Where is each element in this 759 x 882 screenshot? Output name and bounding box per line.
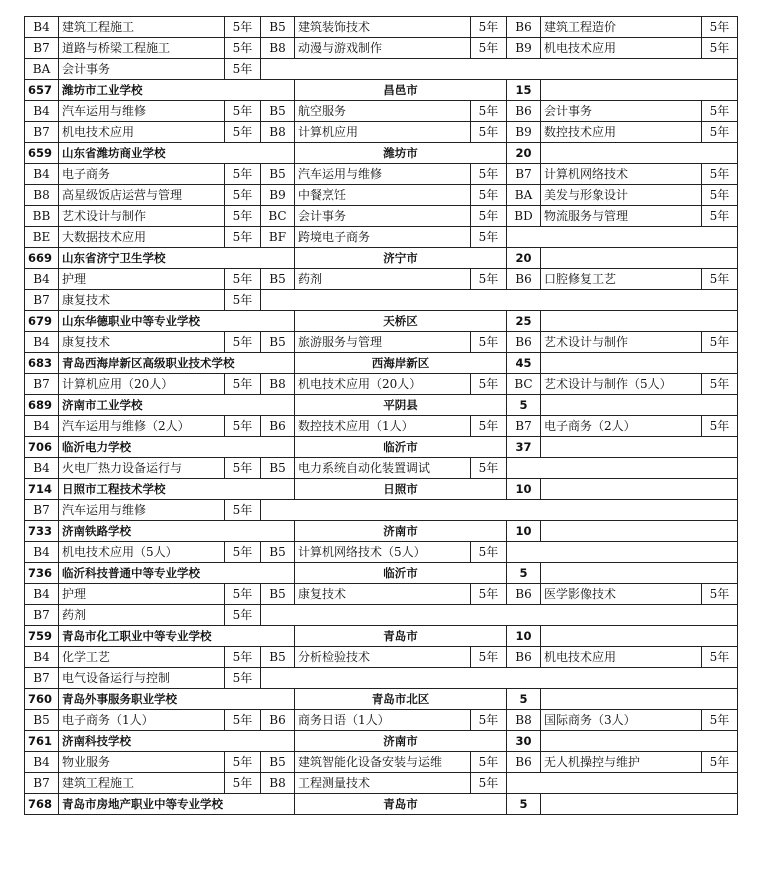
major-years: 5年 <box>471 17 507 38</box>
school-name: 青岛外事服务职业学校 <box>59 689 295 710</box>
school-id: 714 <box>25 479 59 500</box>
major-years: 5年 <box>702 185 738 206</box>
school-row <box>25 311 738 332</box>
major-name: 大数据技术应用 <box>59 227 225 248</box>
major-name: 电气设备运行与控制 <box>59 668 225 689</box>
major-name: 电子商务（1人） <box>59 710 225 731</box>
major-name: 数控技术应用 <box>541 122 702 143</box>
major-years: 5年 <box>702 752 738 773</box>
majors-row <box>25 290 738 311</box>
school-quota: 25 <box>507 311 541 332</box>
major-years: 5年 <box>471 332 507 353</box>
major-name: 机电技术应用 <box>541 647 702 668</box>
blank-cell <box>541 143 738 164</box>
majors-row <box>25 605 738 626</box>
major-name: 物流服务与管理 <box>541 206 702 227</box>
major-name: 电力系统自动化装置调试 <box>295 458 471 479</box>
major-name: 机电技术应用 <box>541 38 702 59</box>
majors-row <box>25 185 738 206</box>
school-row <box>25 395 738 416</box>
major-years: 5年 <box>702 206 738 227</box>
major-name: 计算机应用（20人） <box>59 374 225 395</box>
majors-row <box>25 164 738 185</box>
major-code: B6 <box>261 416 295 437</box>
school-id: 733 <box>25 521 59 542</box>
enrollment-table <box>24 16 738 815</box>
major-years: 5年 <box>225 458 261 479</box>
major-years: 5年 <box>225 122 261 143</box>
school-name: 山东华德职业中等专业学校 <box>59 311 295 332</box>
majors-row <box>25 38 738 59</box>
major-name: 电子商务（2人） <box>541 416 702 437</box>
school-row <box>25 437 738 458</box>
major-code: B7 <box>25 374 59 395</box>
school-quota: 30 <box>507 731 541 752</box>
school-quota: 20 <box>507 143 541 164</box>
major-years: 5年 <box>471 38 507 59</box>
blank-cell <box>541 689 738 710</box>
major-code: B6 <box>507 647 541 668</box>
major-code: B7 <box>25 38 59 59</box>
major-years: 5年 <box>225 101 261 122</box>
major-code: B5 <box>25 710 59 731</box>
major-name: 汽车运用与维修（2人） <box>59 416 225 437</box>
major-name: 汽车运用与维修 <box>59 500 225 521</box>
major-years: 5年 <box>225 332 261 353</box>
major-years: 5年 <box>471 164 507 185</box>
school-id: 768 <box>25 794 59 815</box>
school-quota: 10 <box>507 626 541 647</box>
majors-row <box>25 710 738 731</box>
school-city: 青岛市 <box>295 626 507 647</box>
school-row <box>25 731 738 752</box>
major-years: 5年 <box>471 710 507 731</box>
major-name: 建筑装饰技术 <box>295 17 471 38</box>
school-quota: 5 <box>507 395 541 416</box>
blank-cell <box>507 773 738 794</box>
school-city: 昌邑市 <box>295 80 507 101</box>
major-name: 电子商务 <box>59 164 225 185</box>
major-code: B6 <box>507 584 541 605</box>
major-years: 5年 <box>702 17 738 38</box>
major-name: 工程测量技术 <box>295 773 471 794</box>
major-code: B6 <box>507 269 541 290</box>
major-name: 建筑智能化设备安装与运维 <box>295 752 471 773</box>
major-code: BE <box>25 227 59 248</box>
blank-cell <box>541 794 738 815</box>
major-name: 口腔修复工艺 <box>541 269 702 290</box>
major-code: B8 <box>261 122 295 143</box>
major-code: B4 <box>25 416 59 437</box>
major-name: 建筑工程施工 <box>59 17 225 38</box>
major-name: 康复技术 <box>295 584 471 605</box>
blank-cell <box>541 563 738 584</box>
major-code: B5 <box>261 164 295 185</box>
major-years: 5年 <box>702 332 738 353</box>
school-id: 657 <box>25 80 59 101</box>
major-name: 汽车运用与维修 <box>59 101 225 122</box>
major-years: 5年 <box>225 227 261 248</box>
school-row <box>25 479 738 500</box>
major-years: 5年 <box>225 185 261 206</box>
major-years: 5年 <box>225 542 261 563</box>
school-name: 潍坊市工业学校 <box>59 80 295 101</box>
school-row <box>25 794 738 815</box>
major-name: 建筑工程造价 <box>541 17 702 38</box>
blank-cell <box>541 80 738 101</box>
major-code: B4 <box>25 269 59 290</box>
major-code: BA <box>25 59 59 80</box>
majors-row <box>25 500 738 521</box>
school-row <box>25 80 738 101</box>
major-code: B7 <box>507 416 541 437</box>
major-name: 美发与形象设计 <box>541 185 702 206</box>
major-code: B9 <box>261 185 295 206</box>
major-name: 分析检验技术 <box>295 647 471 668</box>
major-code: B4 <box>25 584 59 605</box>
major-years: 5年 <box>702 269 738 290</box>
major-name: 跨境电子商务 <box>295 227 471 248</box>
major-name: 护理 <box>59 584 225 605</box>
major-years: 5年 <box>471 101 507 122</box>
blank-cell <box>541 731 738 752</box>
major-code: B8 <box>261 38 295 59</box>
major-name: 会计事务 <box>295 206 471 227</box>
school-quota: 37 <box>507 437 541 458</box>
major-code: B5 <box>261 752 295 773</box>
majors-row <box>25 458 738 479</box>
school-name: 济南铁路学校 <box>59 521 295 542</box>
school-name: 青岛市房地产职业中等专业学校 <box>59 794 295 815</box>
major-name: 药剂 <box>59 605 225 626</box>
school-name: 青岛西海岸新区高级职业技术学校 <box>59 353 295 374</box>
majors-row <box>25 416 738 437</box>
major-years: 5年 <box>471 185 507 206</box>
major-name: 国际商务（3人） <box>541 710 702 731</box>
school-name: 济南科技学校 <box>59 731 295 752</box>
major-years: 5年 <box>225 269 261 290</box>
major-code: B5 <box>261 542 295 563</box>
school-row <box>25 248 738 269</box>
major-years: 5年 <box>702 416 738 437</box>
major-years: 5年 <box>225 710 261 731</box>
blank-cell <box>541 479 738 500</box>
school-row <box>25 563 738 584</box>
major-years: 5年 <box>471 647 507 668</box>
blank-cell <box>261 668 738 689</box>
major-name: 康复技术 <box>59 332 225 353</box>
major-years: 5年 <box>702 38 738 59</box>
major-years: 5年 <box>471 458 507 479</box>
major-name: 火电厂热力设备运行与 <box>59 458 225 479</box>
major-code: B9 <box>507 122 541 143</box>
major-code: B8 <box>507 710 541 731</box>
major-code: B7 <box>25 500 59 521</box>
blank-cell <box>541 521 738 542</box>
majors-row <box>25 752 738 773</box>
major-name: 无人机操控与维护 <box>541 752 702 773</box>
major-code: B4 <box>25 164 59 185</box>
major-code: B6 <box>507 752 541 773</box>
blank-cell <box>541 311 738 332</box>
school-city: 平阴县 <box>295 395 507 416</box>
major-name: 护理 <box>59 269 225 290</box>
major-years: 5年 <box>225 59 261 80</box>
major-name: 建筑工程施工 <box>59 773 225 794</box>
school-quota: 10 <box>507 521 541 542</box>
major-code: B8 <box>261 374 295 395</box>
table-body <box>25 17 738 815</box>
major-years: 5年 <box>702 647 738 668</box>
major-years: 5年 <box>225 773 261 794</box>
school-city: 济南市 <box>295 731 507 752</box>
majors-row <box>25 17 738 38</box>
major-name: 艺术设计与制作（5人） <box>541 374 702 395</box>
blank-cell <box>541 248 738 269</box>
major-code: B9 <box>507 38 541 59</box>
major-years: 5年 <box>225 416 261 437</box>
school-name: 临沂电力学校 <box>59 437 295 458</box>
major-code: B4 <box>25 332 59 353</box>
major-years: 5年 <box>471 773 507 794</box>
majors-row <box>25 773 738 794</box>
school-city: 临沂市 <box>295 563 507 584</box>
major-code: B8 <box>25 185 59 206</box>
major-years: 5年 <box>471 206 507 227</box>
school-quota: 5 <box>507 563 541 584</box>
major-code: BD <box>507 206 541 227</box>
major-code: B7 <box>25 605 59 626</box>
major-name: 汽车运用与维修 <box>295 164 471 185</box>
major-name: 计算机网络技术（5人） <box>295 542 471 563</box>
major-code: B7 <box>25 773 59 794</box>
major-code: BA <box>507 185 541 206</box>
major-years: 5年 <box>471 122 507 143</box>
blank-cell <box>541 395 738 416</box>
school-id: 736 <box>25 563 59 584</box>
major-name: 药剂 <box>295 269 471 290</box>
major-name: 计算机应用 <box>295 122 471 143</box>
school-quota: 20 <box>507 248 541 269</box>
major-years: 5年 <box>225 668 261 689</box>
major-name: 航空服务 <box>295 101 471 122</box>
major-name: 中餐烹饪 <box>295 185 471 206</box>
school-name: 青岛市化工职业中等专业学校 <box>59 626 295 647</box>
major-code: BC <box>507 374 541 395</box>
major-name: 商务日语（1人） <box>295 710 471 731</box>
majors-row <box>25 668 738 689</box>
school-quota: 45 <box>507 353 541 374</box>
majors-row <box>25 206 738 227</box>
major-years: 5年 <box>702 584 738 605</box>
school-quota: 5 <box>507 689 541 710</box>
major-code: B7 <box>507 164 541 185</box>
major-name: 医学影像技术 <box>541 584 702 605</box>
school-row <box>25 143 738 164</box>
major-code: B8 <box>261 773 295 794</box>
school-city: 济南市 <box>295 521 507 542</box>
school-city: 天桥区 <box>295 311 507 332</box>
major-name: 会计事务 <box>541 101 702 122</box>
school-quota: 15 <box>507 80 541 101</box>
major-name: 机电技术应用 <box>59 122 225 143</box>
school-name: 日照市工程技术学校 <box>59 479 295 500</box>
major-name: 数控技术应用（1人） <box>295 416 471 437</box>
major-code: B4 <box>25 752 59 773</box>
major-years: 5年 <box>225 164 261 185</box>
major-code: B6 <box>507 17 541 38</box>
school-row <box>25 353 738 374</box>
major-years: 5年 <box>225 290 261 311</box>
major-name: 旅游服务与管理 <box>295 332 471 353</box>
school-name: 山东省潍坊商业学校 <box>59 143 295 164</box>
majors-row <box>25 542 738 563</box>
major-code: B4 <box>25 17 59 38</box>
major-code: B4 <box>25 542 59 563</box>
major-years: 5年 <box>471 269 507 290</box>
majors-row <box>25 122 738 143</box>
school-city: 日照市 <box>295 479 507 500</box>
school-row <box>25 689 738 710</box>
school-id: 669 <box>25 248 59 269</box>
major-years: 5年 <box>225 605 261 626</box>
major-name: 会计事务 <box>59 59 225 80</box>
major-years: 5年 <box>702 122 738 143</box>
major-code: B5 <box>261 269 295 290</box>
major-code: B7 <box>25 668 59 689</box>
major-code: BC <box>261 206 295 227</box>
major-code: B6 <box>507 101 541 122</box>
major-years: 5年 <box>225 17 261 38</box>
major-code: B6 <box>507 332 541 353</box>
major-years: 5年 <box>471 416 507 437</box>
school-id: 679 <box>25 311 59 332</box>
major-years: 5年 <box>702 164 738 185</box>
major-years: 5年 <box>225 752 261 773</box>
school-row <box>25 521 738 542</box>
majors-row <box>25 374 738 395</box>
school-city: 济宁市 <box>295 248 507 269</box>
major-code: B5 <box>261 647 295 668</box>
major-name: 艺术设计与制作 <box>541 332 702 353</box>
major-years: 5年 <box>471 584 507 605</box>
major-name: 艺术设计与制作 <box>59 206 225 227</box>
major-name: 化学工艺 <box>59 647 225 668</box>
school-city: 临沂市 <box>295 437 507 458</box>
major-code: B5 <box>261 101 295 122</box>
school-id: 706 <box>25 437 59 458</box>
major-name: 动漫与游戏制作 <box>295 38 471 59</box>
school-name: 济南市工业学校 <box>59 395 295 416</box>
school-row <box>25 626 738 647</box>
school-id: 659 <box>25 143 59 164</box>
school-quota: 5 <box>507 794 541 815</box>
major-code: B5 <box>261 332 295 353</box>
school-quota: 10 <box>507 479 541 500</box>
school-city: 西海岸新区 <box>295 353 507 374</box>
major-name: 物业服务 <box>59 752 225 773</box>
school-city: 潍坊市 <box>295 143 507 164</box>
major-name: 高星级饭店运营与管理 <box>59 185 225 206</box>
major-years: 5年 <box>225 647 261 668</box>
blank-cell <box>541 437 738 458</box>
school-id: 683 <box>25 353 59 374</box>
school-name: 临沂科技普通中等专业学校 <box>59 563 295 584</box>
school-city: 青岛市 <box>295 794 507 815</box>
major-years: 5年 <box>225 584 261 605</box>
major-years: 5年 <box>702 374 738 395</box>
majors-row <box>25 59 738 80</box>
major-years: 5年 <box>702 710 738 731</box>
school-id: 761 <box>25 731 59 752</box>
major-years: 5年 <box>225 500 261 521</box>
major-name: 康复技术 <box>59 290 225 311</box>
major-name: 机电技术应用（5人） <box>59 542 225 563</box>
major-years: 5年 <box>471 374 507 395</box>
major-code: BF <box>261 227 295 248</box>
school-id: 759 <box>25 626 59 647</box>
major-code: B5 <box>261 458 295 479</box>
school-name: 山东省济宁卫生学校 <box>59 248 295 269</box>
major-name: 机电技术应用（20人） <box>295 374 471 395</box>
majors-row <box>25 647 738 668</box>
blank-cell <box>507 458 738 479</box>
major-code: B7 <box>25 290 59 311</box>
major-code: B6 <box>261 710 295 731</box>
majors-row <box>25 269 738 290</box>
majors-row <box>25 332 738 353</box>
majors-row <box>25 584 738 605</box>
major-years: 5年 <box>225 374 261 395</box>
blank-cell <box>507 542 738 563</box>
blank-cell <box>261 59 738 80</box>
major-years: 5年 <box>471 227 507 248</box>
major-name: 计算机网络技术 <box>541 164 702 185</box>
school-id: 689 <box>25 395 59 416</box>
blank-cell <box>541 626 738 647</box>
major-years: 5年 <box>225 38 261 59</box>
school-city: 青岛市北区 <box>295 689 507 710</box>
blank-cell <box>261 290 738 311</box>
major-code: B4 <box>25 101 59 122</box>
majors-row <box>25 101 738 122</box>
blank-cell <box>541 353 738 374</box>
major-years: 5年 <box>702 101 738 122</box>
major-code: BB <box>25 206 59 227</box>
major-name: 道路与桥梁工程施工 <box>59 38 225 59</box>
blank-cell <box>261 500 738 521</box>
major-code: B5 <box>261 17 295 38</box>
blank-cell <box>261 605 738 626</box>
major-code: B5 <box>261 584 295 605</box>
blank-cell <box>507 227 738 248</box>
major-code: B7 <box>25 122 59 143</box>
major-years: 5年 <box>471 752 507 773</box>
school-id: 760 <box>25 689 59 710</box>
major-code: B4 <box>25 458 59 479</box>
major-code: B4 <box>25 647 59 668</box>
majors-row <box>25 227 738 248</box>
major-years: 5年 <box>225 206 261 227</box>
major-years: 5年 <box>471 542 507 563</box>
